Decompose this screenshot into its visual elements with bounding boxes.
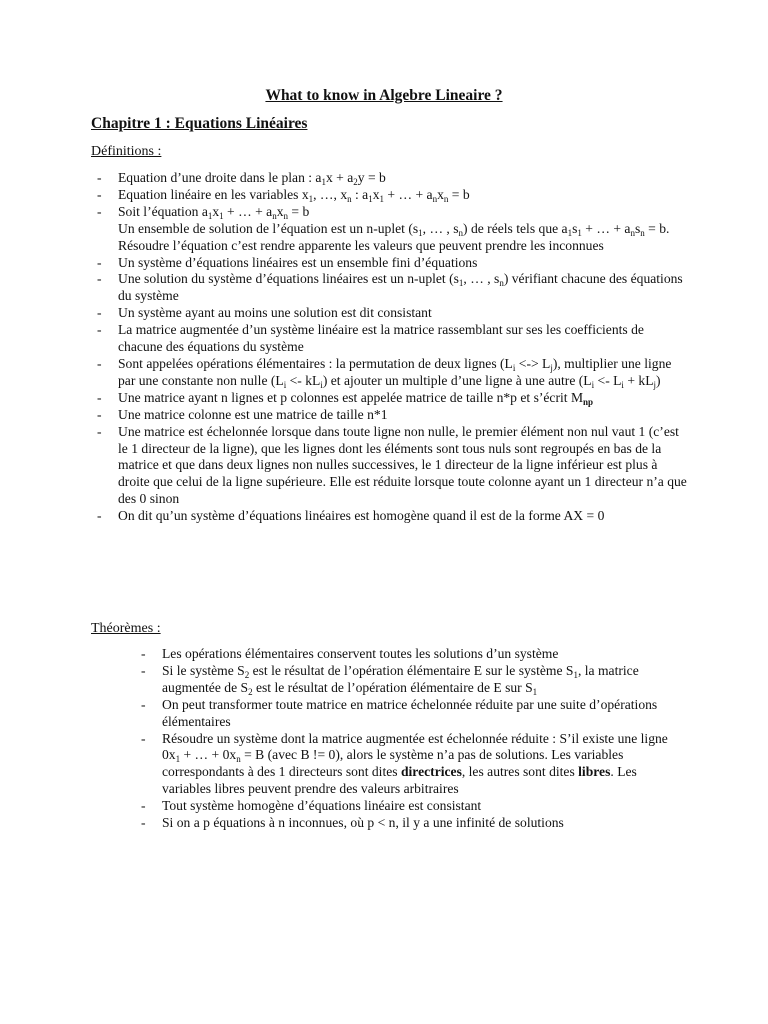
list-item: - Une matrice ayant n lignes et p colonnes est appelée matrice de taille n*p et s’écrit $M_{np}$	[97, 390, 687, 407]
list-item: - Les opérations élémentaires conservent toutes les solutions d’un système	[141, 646, 681, 663]
definitions-heading: Définitions :	[91, 144, 162, 159]
list-item: - Equation d’une droite dans le plan : $a_1x + a_2y = b$	[97, 170, 687, 187]
document-title: What to know in Algebre Lineaire ?	[265, 87, 503, 104]
list-item: - Résoudre un système dont la matrice augmentée est échelonnée réduite : S’il existe une ligne $0x_1$ + … + $0x_n = B$ (avec B != 0), alors le système n’a pas de solutions. Les variables correspondants à des 1 directeurs sont dites directrices, les autres sont dites libres. Les variables libres peuvent prendre des valeurs arbitraires	[141, 731, 681, 799]
list-item: - On dit qu’un système d’équations linéaires est homogène quand il est de la forme AX = 0	[97, 508, 687, 525]
list-item: - Un système ayant au moins une solution est dit consistant	[97, 305, 687, 322]
list-item: - Une solution du système d’équations linéaires est un n-uplet ($s_1$, … , $s_n$) vérifiant chacune des équations du système	[97, 271, 687, 305]
list-item: - Une matrice colonne est une matrice de taille n*1	[97, 407, 687, 424]
list-item: - La matrice augmentée d’un système linéaire est la matrice rassemblant sur ses les coefficients de chacune des équations du système	[97, 322, 687, 356]
chapter-heading: Chapitre 1 : Equations Linéaires	[91, 115, 308, 132]
list-item: - Un système d’équations linéaires est un ensemble fini d’équations	[97, 255, 687, 272]
list-item: - Si le système $S_2$ est le résultat de l’opération élémentaire E sur le système $S_1$, la matrice augmentée de $S_2$ est le résultat de l’opération élémentaire de E sur $S_1$	[141, 663, 681, 697]
theorems-list	[141, 646, 681, 832]
theorems-heading: Théorèmes :	[91, 621, 161, 636]
definitions-list	[97, 170, 687, 525]
list-item: - Tout système homogène d’équations linéaire est consistant	[141, 798, 681, 815]
list-item: - Une matrice est échelonnée lorsque dans toute ligne non nulle, le premier élément non nul vaut 1 (c’est le 1 directeur de la ligne), que les lignes dont les éléments sont tous nuls sont regroupés en bas de la matrice et que dans deux lignes non nulles successives, le 1 directeur de la ligne inférieur est plus à droite que celui de la ligne supérieure. Elle est réduite lorsque toute colonne ayant un 1 directeur n’a que des 0 sinon	[97, 424, 687, 509]
list-item: - Sont appelées opérations élémentaires : la permutation de deux lignes ($L_i$ <-> $L_j$), multiplier une ligne par une constante non nulle $(L_i <- kL_i)$ et ajouter un multiple d’une ligne à une autre $(L_i <- L_i + kL_j)$	[97, 356, 687, 390]
list-item: - Soit l’équation $a_1x_1$ + … + $a_nx_n = b$ Un ensemble de solution de l’équation est un n-uplet ($s_1$, … , $s_n$) de réels tels que $a_1s_1$ + … + $a_ns_n = b$. Résoudre l’équation c’est rendre apparente les valeurs que peuvent prendre les inconnues	[97, 204, 687, 255]
list-item: - On peut transformer toute matrice en matrice échelonnée réduite par une suite d’opérations élémentaires	[141, 697, 681, 731]
list-item: - Si on a p équations à n inconnues, où p < n, il y a une infinité de solutions	[141, 815, 681, 832]
list-item: - Equation linéaire en les variables $x_1$, …, $x_n$ : $a_1x_1$ + … + $a_nx_n = b$	[97, 187, 687, 204]
